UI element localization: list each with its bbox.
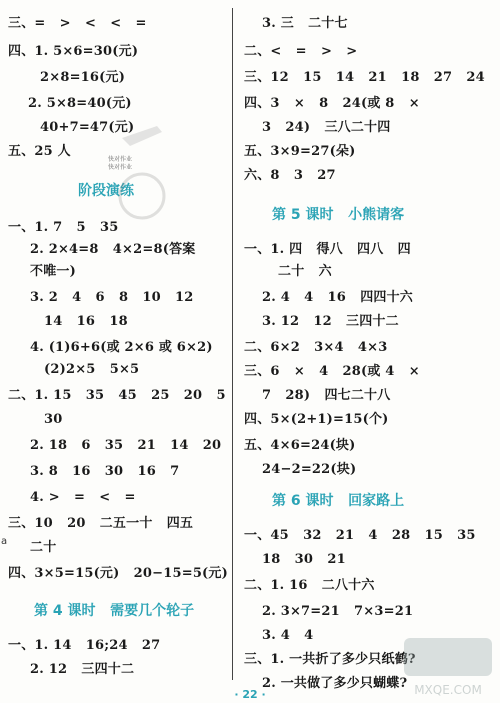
answer-line: 一、1. 14 16;24 27: [8, 638, 161, 653]
answer-line: 2. 5×8=40(元): [28, 96, 132, 111]
answer-line: 二十: [30, 540, 57, 555]
answer-line: 四、5×(2+1)=15(个): [244, 412, 389, 427]
answer-line: 五、3×9=27(朵): [244, 144, 356, 159]
lesson-title: 第 6 课时 回家路上: [272, 493, 405, 509]
answer-line: 三、12 15 14 21 18 27 24: [244, 70, 485, 85]
answer-line: 3. 2 4 6 8 10 12: [30, 290, 194, 305]
answer-line: 三、10 20 二五一十 四五: [8, 516, 194, 531]
answer-line: 2. 一共做了多少只蝴蝶?: [262, 676, 408, 691]
answer-line: 2. 18 6 35 21 14 20: [30, 438, 222, 453]
answer-line: 4. (1)6+6(或 2×6 或 6×2): [30, 340, 213, 355]
answer-line: 五、4×6=24(块): [244, 438, 356, 453]
answer-line: 四、1. 5×6=30(元): [8, 44, 139, 59]
answer-line: 四、3 × 8 24(或 8 ×: [244, 96, 420, 111]
answer-line: 30: [44, 412, 63, 427]
answer-line: 二、1. 16 二八十六: [244, 578, 375, 593]
svg-text:MXQE.COM: MXQE.COM: [414, 683, 482, 697]
section-title: 阶段演练: [78, 183, 134, 199]
stamp-text: 快对作业 快对作业: [108, 156, 133, 171]
answer-line: 二、6×2 3×4 4×3: [244, 340, 388, 355]
answer-line: 3. 8 16 30 16 7: [30, 464, 180, 479]
lesson-title: 第 4 课时 需要几个轮子: [34, 603, 195, 619]
answer-line: (2)2×5 5×5: [44, 362, 140, 377]
answer-line: 五、25 人: [8, 144, 71, 159]
answer-line: 2. 2×4=8 4×2=8(答案: [30, 242, 196, 257]
column-divider: [232, 8, 233, 680]
answer-line: 2. 12 三四十二: [30, 662, 135, 677]
answer-line: 14 16 18: [44, 314, 128, 329]
answer-line: 一、1. 四 得八 四八 四: [244, 242, 411, 257]
left-column: [0, 0, 232, 688]
answer-line: 2×8=16(元): [40, 70, 126, 85]
answer-line: 18 30 21: [262, 552, 346, 567]
answer-line: 一、1. 7 5 35: [8, 220, 119, 235]
answer-line: 二、1. 15 35 45 25 20 5: [8, 388, 226, 403]
answer-line: 六、8 3 27: [244, 168, 336, 183]
answer-line: 24−2=22(块): [262, 462, 357, 477]
answer-line: 3 24) 三八二十四: [262, 120, 391, 135]
lesson-title: 第 5 课时 小熊请客: [272, 207, 405, 223]
answer-line: 不唯一): [30, 264, 76, 279]
page-number: · 22 ·: [234, 688, 266, 701]
answer-line: 3. 4 4: [262, 628, 314, 643]
margin-mark: a: [1, 536, 8, 547]
answer-line: 三、= > < < =: [8, 16, 147, 31]
answer-line: 2. 3×7=21 7×3=21: [262, 604, 414, 619]
answer-line: 3. 三 二十七: [262, 16, 348, 31]
answer-line: 三、6 × 4 28(或 4 ×: [244, 364, 420, 379]
answer-line: 7 28) 四七二十八: [262, 388, 391, 403]
stamp-icon: [102, 118, 182, 228]
answer-line: 二、< = > >: [244, 44, 358, 59]
answer-line: 二十 六: [278, 264, 332, 279]
answer-line: 40+7=47(元): [40, 120, 135, 135]
answer-line: 三、1. 一共折了多少只纸鹤?: [244, 652, 416, 667]
answer-line: 3. 12 12 三四十二: [262, 314, 399, 329]
answer-line: 4. > = < =: [30, 490, 136, 505]
answer-line: 一、45 32 21 4 28 15 35: [244, 528, 476, 543]
answer-line: 四、3×5=15(元) 20−15=5(元): [8, 566, 228, 581]
answer-line: 2. 4 4 16 四四十六: [262, 290, 414, 305]
